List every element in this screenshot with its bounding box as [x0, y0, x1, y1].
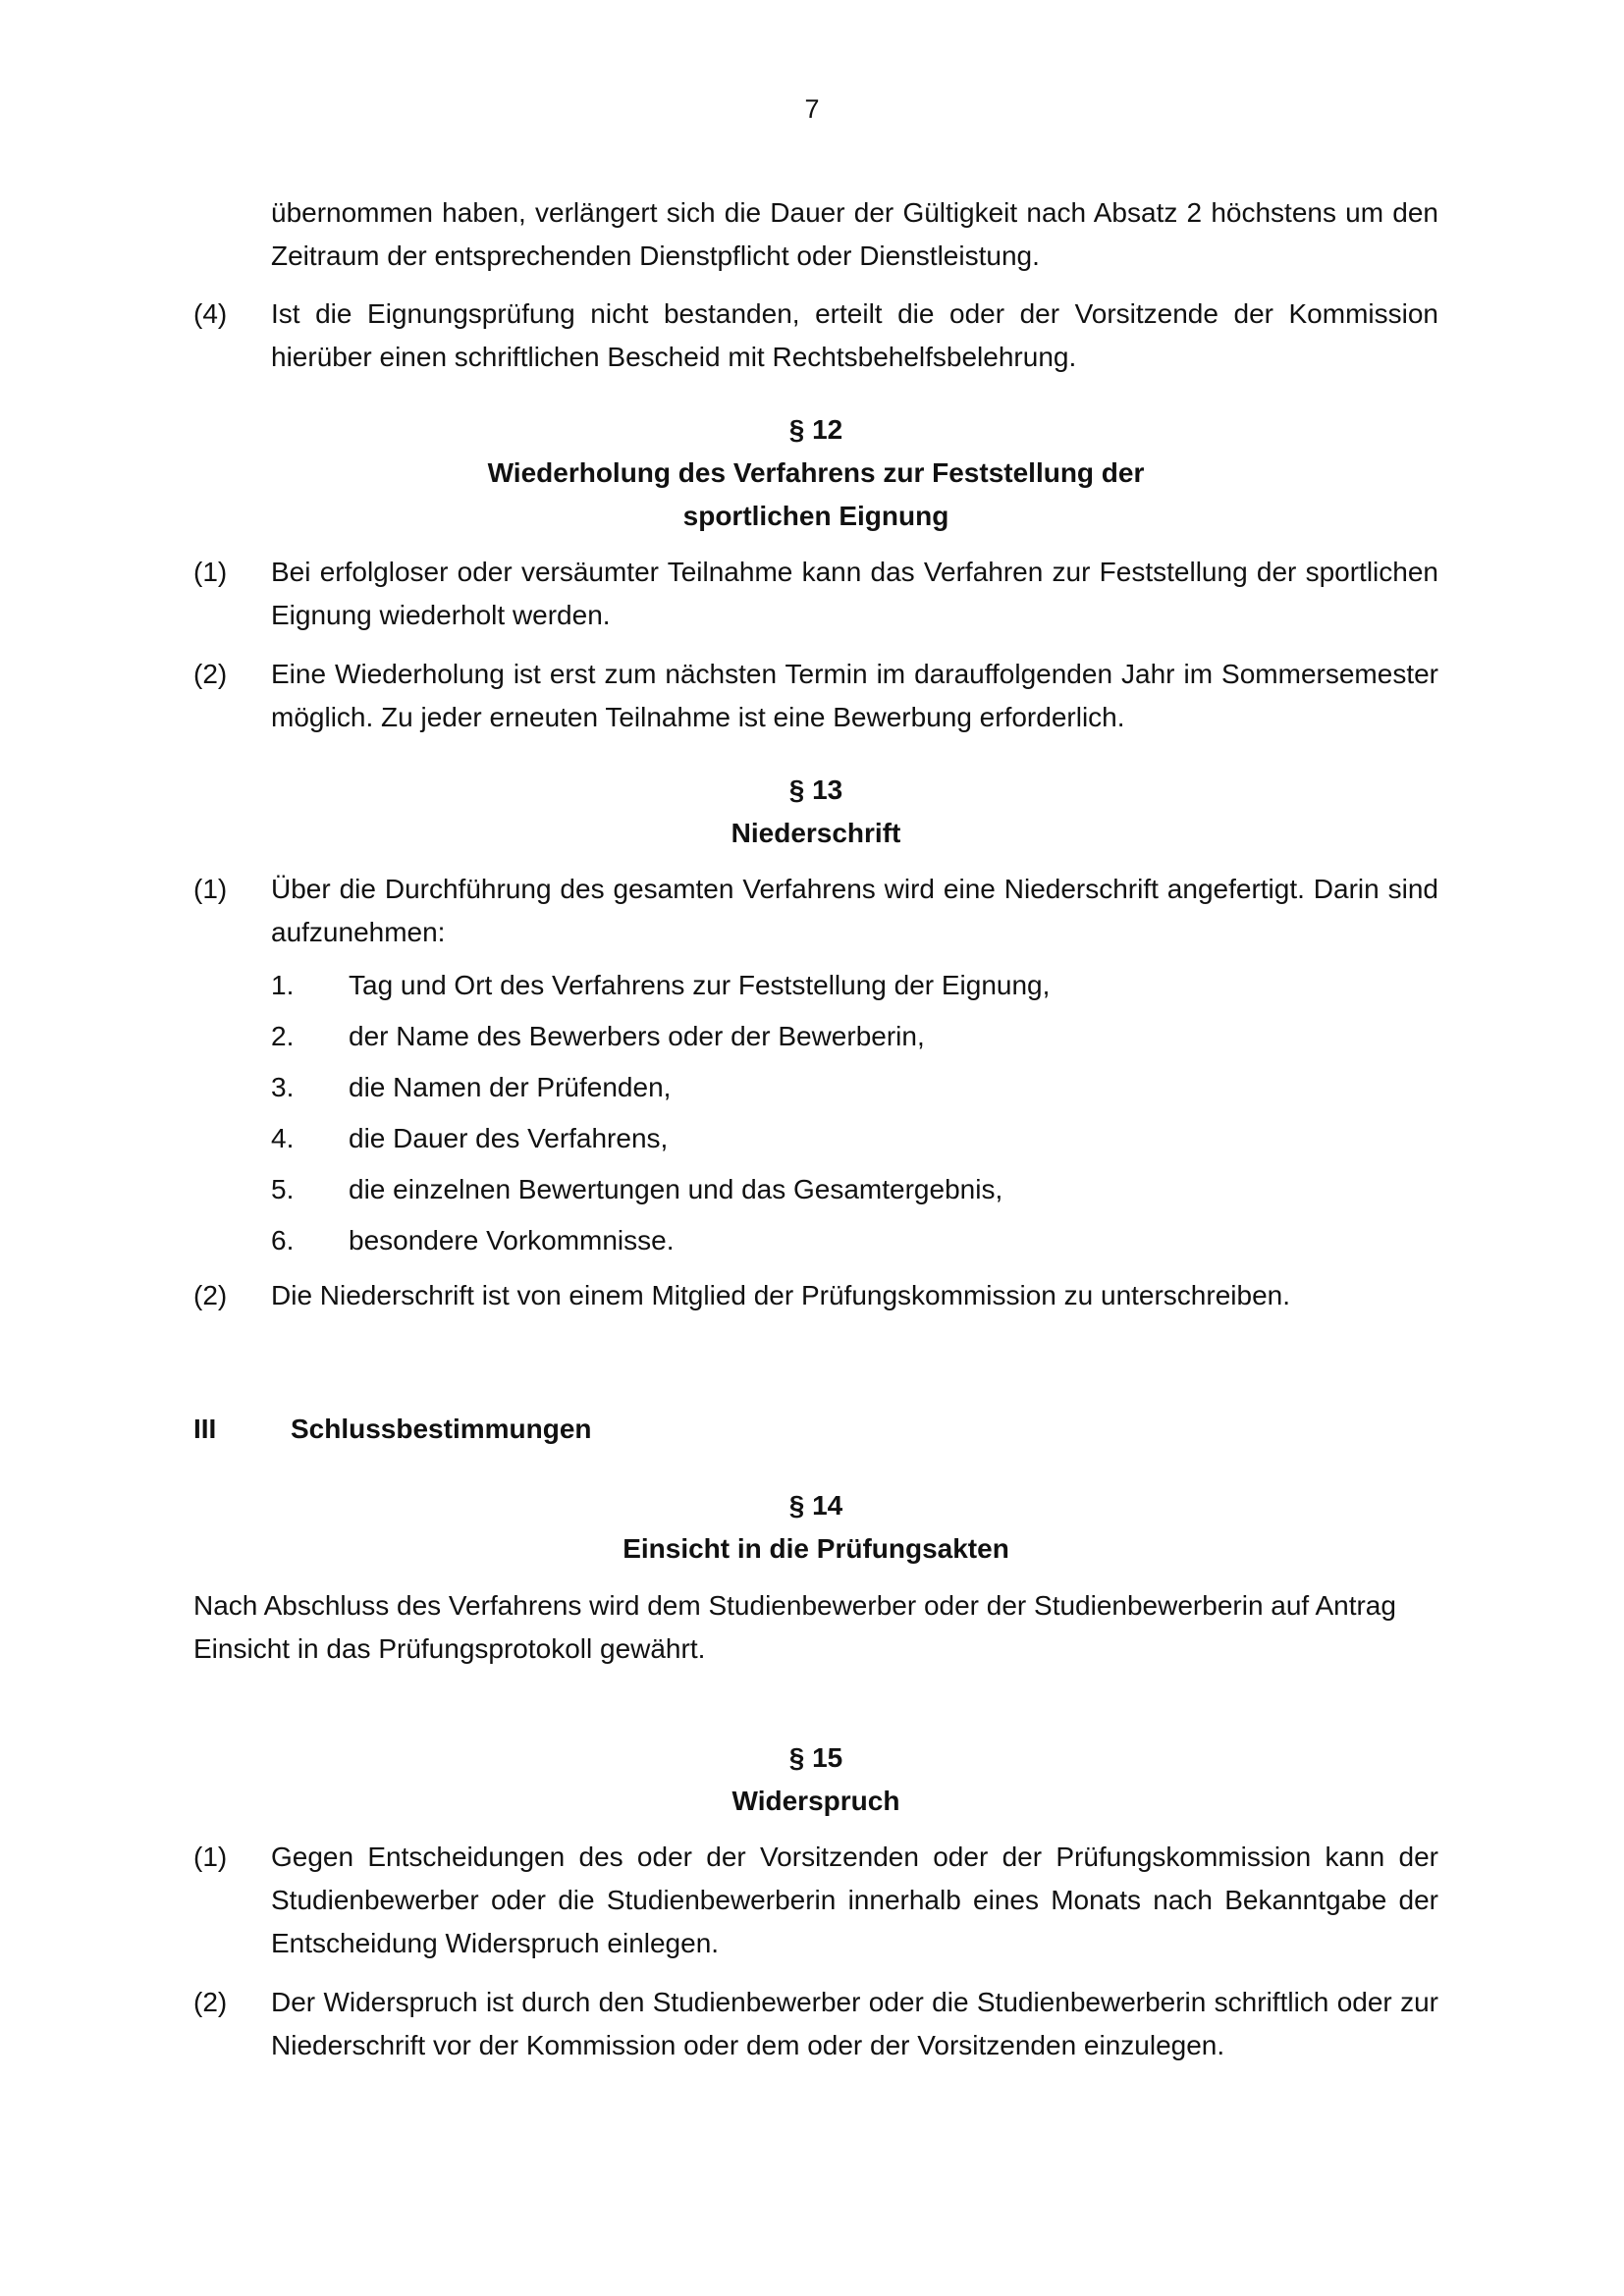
- paragraph-1: [193, 1836, 1438, 1965]
- paragraph-2: [193, 1274, 1438, 1317]
- paragraph-number: (4): [193, 298, 228, 329]
- list-item-text: Tag und Ort des Verfahrens zur Feststellung der Eignung,: [349, 970, 1051, 1000]
- paragraph-text: Gegen Entscheidungen des oder der Vorsitzenden oder der Prüfungskommission kann der Studienbewerber oder die Studienbewerberin innerhalb eines Monats nach Bekanntgabe der Entscheidung Widerspruch einlegen.: [271, 1842, 1438, 1958]
- list-item-text: die einzelnen Bewertungen und das Gesamtergebnis,: [349, 1174, 1003, 1204]
- section-title: Einsicht in die Prüfungsakten: [623, 1533, 1009, 1564]
- paragraph-number: (1): [193, 557, 228, 587]
- enumerated-list: [271, 960, 1438, 1266]
- paragraph-4: [193, 293, 1438, 379]
- section-title: Niederschrift: [731, 818, 901, 848]
- list-item-number: 3.: [271, 1072, 295, 1102]
- section-number: § 13: [788, 774, 843, 805]
- section-text: Nach Abschluss des Verfahrens wird dem Studienbewerber oder der Studienbewerberin auf Antrag Einsicht in das Prüfungsprotokoll gewährt.: [193, 1590, 1396, 1664]
- paragraph-2: [193, 653, 1438, 739]
- paragraph-text: Der Widerspruch ist durch den Studienbewerber oder die Studienbewerberin schriftlich oder zur Niederschrift vor der Kommission oder dem oder der Vorsitzenden einzulegen.: [271, 1987, 1438, 2060]
- list-item: [271, 1062, 1438, 1113]
- list-item-text: die Namen der Prüfenden,: [349, 1072, 672, 1102]
- section-title: sportlichen Eignung: [682, 501, 949, 531]
- page-number: 7: [804, 94, 820, 124]
- paragraph-number: (1): [193, 874, 228, 904]
- paragraph-1: [193, 551, 1438, 637]
- list-item-number: 6.: [271, 1225, 295, 1255]
- page-content: [193, 191, 1438, 2067]
- list-item-number: 5.: [271, 1174, 295, 1204]
- paragraph-text: Eine Wiederholung ist erst zum nächsten Termin im darauffolgenden Jahr im Sommersemester möglich. Zu jeder erneuten Teilnahme ist eine Bewerbung erforderlich.: [271, 659, 1438, 732]
- list-item-text: die Dauer des Verfahrens,: [349, 1123, 669, 1153]
- section-12: [193, 408, 1438, 739]
- section-number: § 12: [788, 414, 843, 445]
- list-item: [271, 1215, 1438, 1266]
- list-item: [271, 1113, 1438, 1164]
- section-number: § 15: [788, 1742, 843, 1773]
- paragraph-text: Bei erfolgloser oder versäumter Teilnahme kann das Verfahren zur Feststellung der sportlichen Eignung wiederholt werden.: [271, 557, 1438, 630]
- list-item: [271, 960, 1438, 1011]
- paragraph-number: (2): [193, 659, 228, 689]
- paragraph-number: (1): [193, 1842, 228, 1872]
- chapter-heading: [193, 1408, 1438, 1451]
- paragraph-number: (2): [193, 1280, 228, 1310]
- paragraph-text: Die Niederschrift ist von einem Mitglied der Prüfungskommission zu unterschreiben.: [271, 1280, 1290, 1310]
- paragraph-1: [193, 868, 1438, 954]
- section-title: Widerspruch: [731, 1786, 900, 1816]
- list-item: [271, 1011, 1438, 1062]
- list-item-number: 4.: [271, 1123, 295, 1153]
- paragraph-2: [193, 1981, 1438, 2067]
- section-title: Wiederholung des Verfahrens zur Feststellung der: [487, 457, 1145, 488]
- section-14: [193, 1484, 1438, 1671]
- paragraph-number: (2): [193, 1987, 228, 2017]
- chapter-title: Schlussbestimmungen: [291, 1414, 592, 1444]
- paragraph-text: Über die Durchführung des gesamten Verfahrens wird eine Niederschrift angefertigt. Darin sind aufzunehmen:: [271, 874, 1438, 947]
- section-13: [193, 769, 1438, 1317]
- list-item-number: 1.: [271, 970, 295, 1000]
- list-item-text: besondere Vorkommnisse.: [349, 1225, 675, 1255]
- paragraph-text: Ist die Eignungsprüfung nicht bestanden, erteilt die oder der Vorsitzende der Kommission hierüber einen schriftlichen Bescheid mit Rechtsbehelfsbelehrung.: [271, 298, 1438, 372]
- chapter-number: III: [193, 1414, 217, 1444]
- list-item: [271, 1164, 1438, 1215]
- continuation-text: übernommen haben, verlängert sich die Dauer der Gültigkeit nach Absatz 2 höchstens um den Zeitraum der entsprechenden Dienstpflicht oder Dienstleistung.: [271, 197, 1438, 271]
- list-item-text: der Name des Bewerbers oder der Bewerberin,: [349, 1021, 925, 1051]
- section-15: [193, 1736, 1438, 2067]
- list-item-number: 2.: [271, 1021, 295, 1051]
- section-number: § 14: [788, 1490, 843, 1521]
